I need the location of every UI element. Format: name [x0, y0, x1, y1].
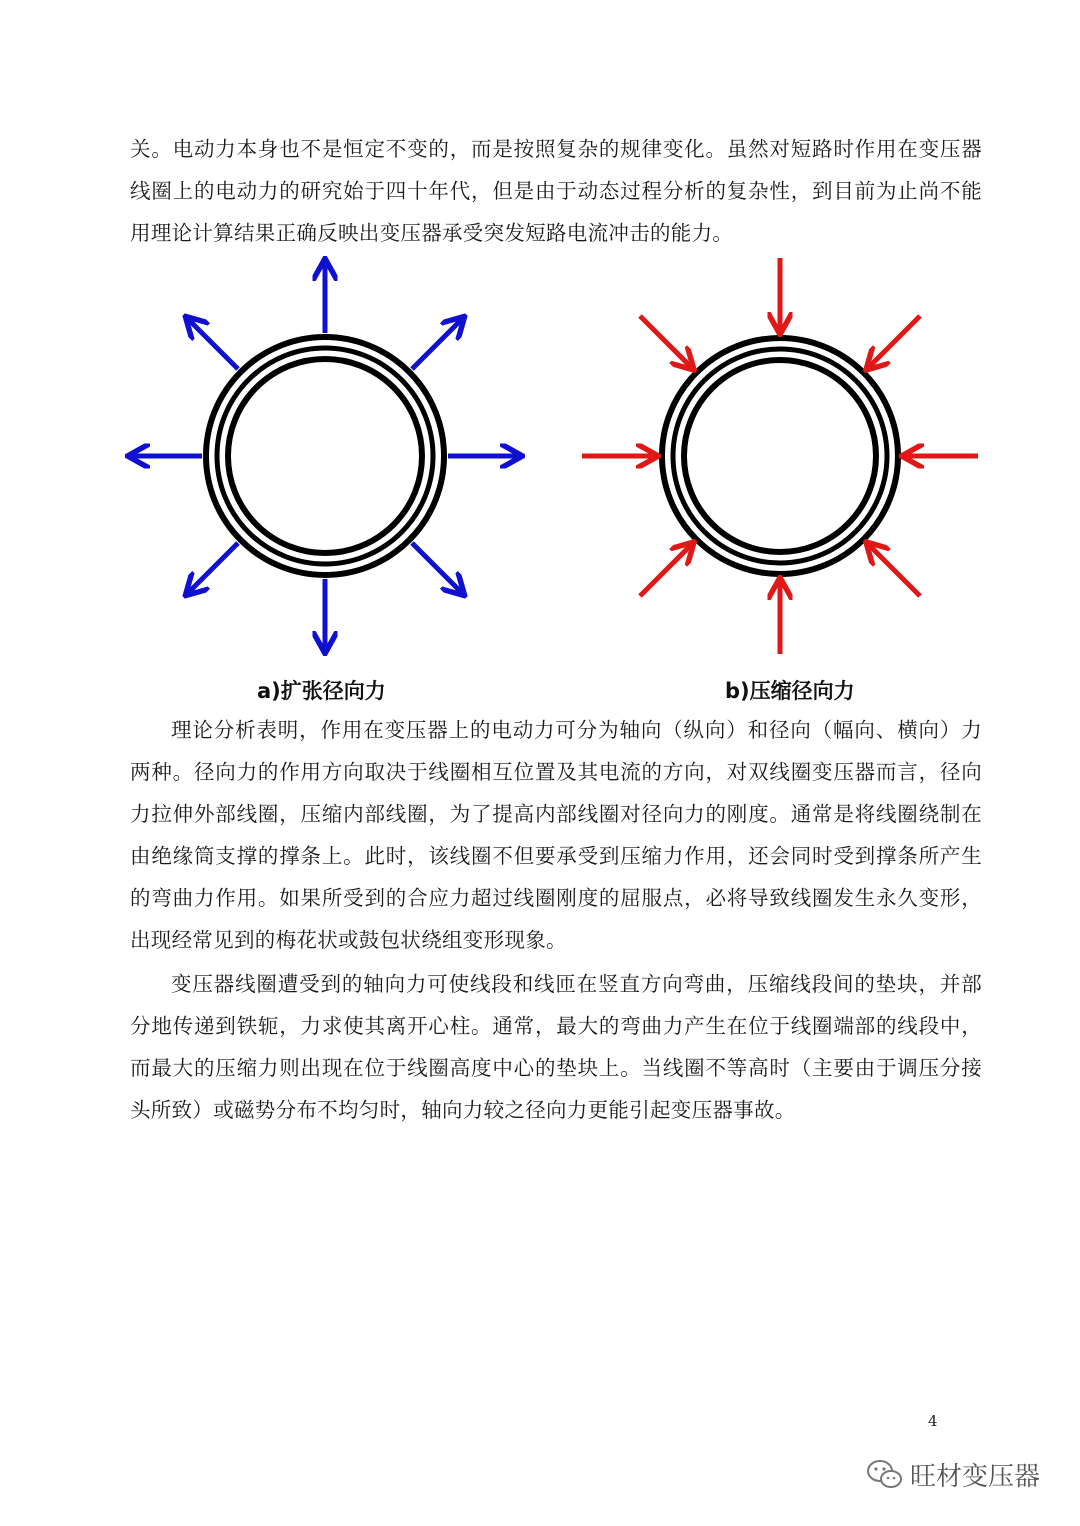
- coil-b-outer-ring: [662, 338, 898, 574]
- coil-b: [662, 338, 898, 574]
- coil-b-inner-ring: [684, 360, 876, 552]
- watermark-text: 旺材变压器: [910, 1462, 1041, 1492]
- watermark: [866, 1456, 1040, 1493]
- paragraph-intro: 关。电动力本身也不是恒定不变的，而是按照复杂的规律变化。虽然对短路时作用在变压器线圈上的电动力的研究始于四十年代，但是由于动态过程分析的复杂性，到目前为止尚不能用理论计算结果正确反映出变压器承受突发短路电流冲击的能力。: [130, 137, 982, 245]
- expansion-arrows: [130, 261, 520, 651]
- compression-arrow-sw: [640, 544, 692, 596]
- expansion-arrow-sw: [187, 543, 238, 594]
- expansion-arrow-se: [412, 543, 463, 594]
- radial-force-figure: [110, 256, 990, 676]
- page-number: 4: [928, 1412, 938, 1430]
- coil-b-middle-ring: [673, 349, 887, 563]
- coil-a-middle-ring: [217, 348, 433, 564]
- expansion-arrow-ne: [412, 318, 463, 369]
- coil-a-outer-ring: [206, 337, 444, 575]
- coil-a: [206, 337, 444, 575]
- compression-arrow-nw: [640, 316, 692, 368]
- expansion-arrow-nw: [187, 318, 238, 369]
- compression-arrows: [582, 258, 978, 654]
- paragraph-axial-force: 变压器线圈遭受到的轴向力可使线段和线匝在竖直方向弯曲，压缩线段间的垫块，并部分地传递到铁轭，力求使其离开心柱。通常，最大的弯曲力产生在位于线圈端部的线段中，而最大的压缩力则出现在位于线圈高度中心的垫块上。当线圈不等高时（主要由于调压分接头所致）或磁势分布不均匀时，轴向力较之径向力更能引起变压器事故。: [130, 972, 982, 1122]
- caption-expansion: a)扩张径向力: [257, 679, 386, 703]
- radial-force-diagram: [110, 256, 990, 676]
- paragraph-radial-force: 理论分析表明，作用在变压器上的电动力可分为轴向（纵向）和径向（幅向、横向）力两种。径向力的作用方向取决于线圈相互位置及其电流的方向，对双线圈变压器而言，径向力拉伸外部线圈，压缩内部线圈，为了提高内部线圈对径向力的刚度。通常是将线圈绕制在由绝缘筒支撑的撑条上。此时，该线圈不但要承受到压缩力作用，还会同时受到撑条所产生的弯曲力作用。如果所受到的合应力超过线圈刚度的屈服点，必将导致线圈发生永久变形，出现经常见到的梅花状或鼓包状绕组变形现象。: [130, 718, 982, 952]
- compression-arrow-ne: [868, 316, 920, 368]
- caption-compression: b)压缩径向力: [725, 679, 855, 703]
- coil-a-inner-ring: [228, 359, 422, 553]
- wechat-icon: [866, 1459, 904, 1491]
- compression-arrow-se: [868, 544, 920, 596]
